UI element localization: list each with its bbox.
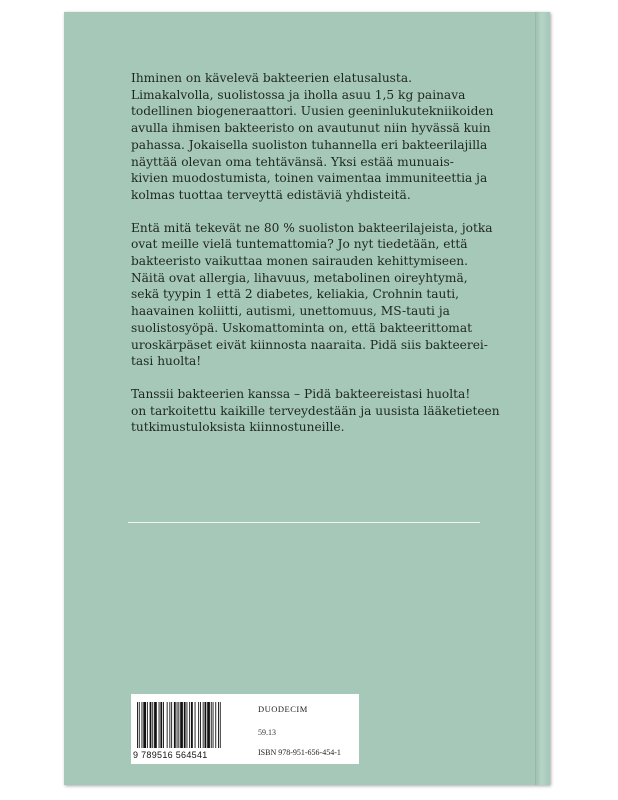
text-line: tutkimustuloksista kiinnostuneille. (131, 420, 345, 435)
text-line: avulla ihmisen bakteeristo on avautunut niin hyvässä kuin (131, 121, 491, 136)
barcode-digits: 9 789516 564541 (133, 750, 208, 760)
text-line: suolistosyöpä. Uskomattominta on, että bakteerittomat (131, 320, 473, 335)
text-line: pahassa. Jokaisella suoliston tuhannella eri bakteerilajilla (131, 137, 488, 152)
barcode-label (131, 694, 359, 764)
text-line: Limakalvolla, suolistossa ja iholla asuu 1,5 kg painava (131, 87, 466, 102)
text-line: Ihminen on kävelevä bakteerien elatusalusta. (131, 71, 412, 85)
isbn-number: ISBN 978-951-656-454-1 (258, 748, 341, 757)
blurb-paragraph-2 (131, 220, 491, 370)
text-line: on tarkoitettu kaikille terveydestään ja uusista lääketieteen (131, 403, 500, 418)
blurb-text (131, 70, 500, 452)
text-line: ovat meille vielä tuntemattomia? Jo nyt tiedetään, että (131, 237, 468, 252)
text-line: uroskärpäset eivät kiinnosta naaraita. Pidä siis bakteerei- (131, 337, 488, 352)
text-line: tasi huolta! (131, 354, 202, 369)
barcode-icon (137, 702, 251, 748)
text-line: bakteeristo vaikuttaa monen sairauden kehittymiseen. (131, 254, 469, 269)
text-line: haavainen koliitti, autismi, unettomuus, MS-tauti ja (131, 304, 450, 319)
class-code: 59.13 (258, 728, 276, 737)
blurb-paragraph-1 (131, 70, 494, 204)
back-cover (64, 12, 550, 785)
text-line: sekä tyypin 1 että 2 diabetes, keliakia, Crohnin tauti, (131, 287, 460, 302)
text-line: kivien muodostumista, toinen vaimentaa immuniteettia ja (131, 171, 488, 186)
text-line: Näitä ovat allergia, lihavuus, metabolinen oireyhtymä, (131, 270, 468, 285)
text-line: kolmas tuottaa terveyttä edistäviä yhdisteitä. (131, 187, 411, 202)
text-line: Tanssii bakteerien kanssa – Pidä bakteereistasi huolta! (131, 386, 471, 401)
blurb-paragraph-3 (131, 386, 500, 436)
text-line: näyttää olevan oma tehtävänsä. Yksi estää munuais- (131, 154, 454, 169)
text-line: todellinen biogeneraattori. Uusien geeninlukutekniikoiden (131, 104, 494, 119)
publisher-name: DUODECIM (258, 704, 308, 714)
spine-edge (535, 12, 550, 785)
divider-line (128, 522, 480, 523)
text-line: Entä mitä tekevät ne 80 % suoliston bakteerilajeista, jotka (131, 220, 493, 235)
